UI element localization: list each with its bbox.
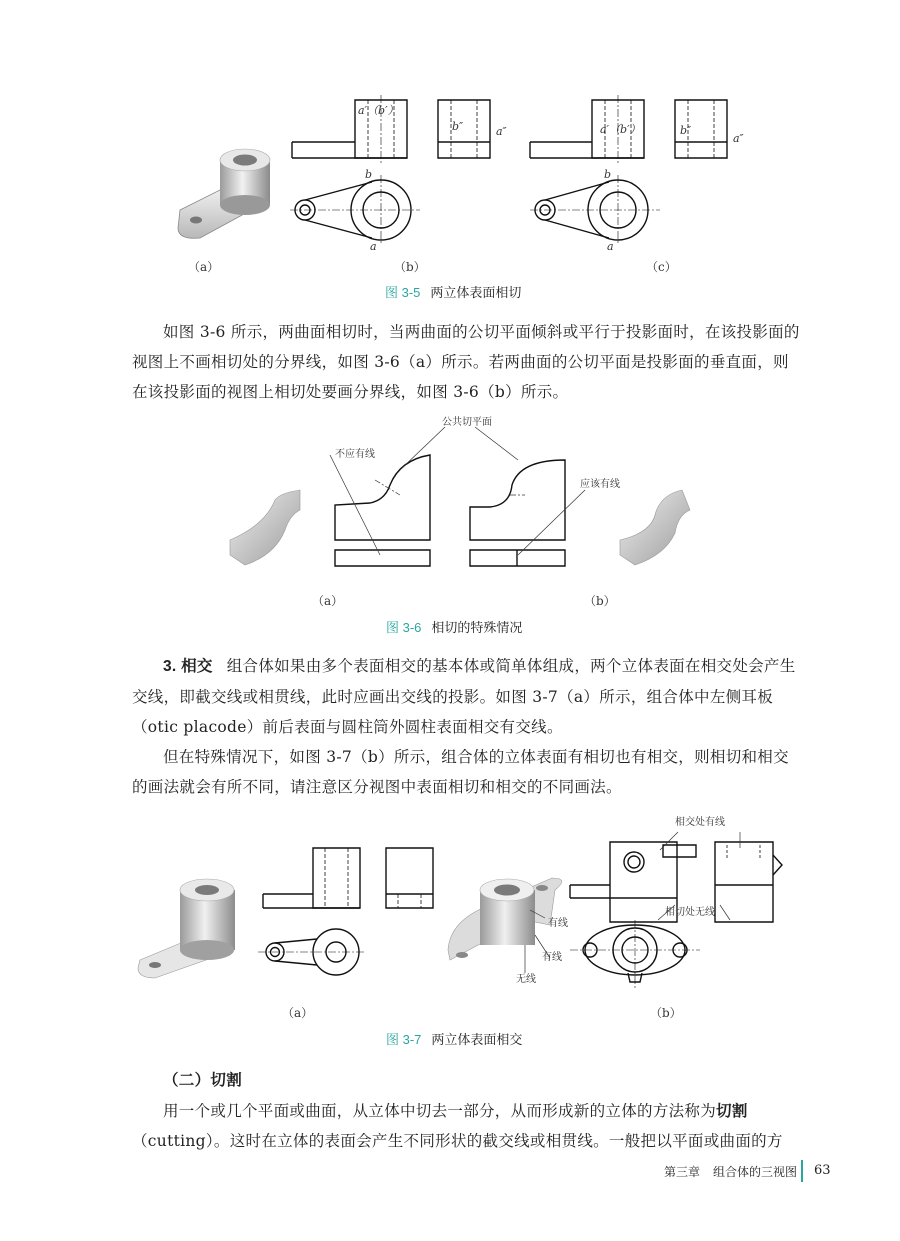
fig35-c-label-a: a: [607, 240, 614, 253]
fig35-caption-number: 图 3-5: [385, 285, 421, 300]
fig36-callout-should-line: 应该有线: [580, 479, 620, 490]
fig35-b-label-b: b: [365, 168, 373, 181]
fig36-b-views: [470, 460, 565, 566]
fig36-label-b: （b）: [584, 594, 616, 608]
fig35-caption-text: 两立体表面相切: [430, 285, 522, 300]
fig36-a-solid: [230, 490, 300, 565]
fig37-callout-noline: 无线: [516, 974, 536, 985]
fig35-b-label-a: a: [370, 240, 377, 253]
fig37-label-b: （b）: [650, 1006, 682, 1020]
fig37-callout-line-2: 有线: [542, 952, 562, 963]
fig37-callout-tangent-noline: 相切处无线: [665, 907, 715, 918]
footer-chapter: 第三章: [664, 1165, 701, 1179]
figure-3-5: [160, 90, 780, 260]
fig36-a-views: [335, 455, 430, 566]
fig35-label-a: （a）: [188, 260, 220, 274]
fig35-c-views: [530, 95, 727, 245]
paragraph-3-text: 但在特殊情况下，如图 3-7（b）所示，组合体的立体表面有相切也有相交，则相切和相交的画法就会有所不同，请注意区分视图中表面相切和相交的不同画法。: [132, 748, 789, 796]
fig37-caption: [386, 1029, 522, 1048]
section-paragraph: [132, 1096, 800, 1156]
page-number: 63: [814, 1163, 831, 1178]
fig37-a-views: [258, 848, 433, 975]
fig35-b-label-b2: b″: [452, 120, 464, 133]
footer-title: 组合体的三视图: [713, 1165, 798, 1179]
paragraph-2: [132, 651, 800, 802]
fig35-b-label-a2: a″: [496, 125, 507, 138]
paragraph-2-text: 组合体如果由多个表面相交的基本体或简单体组成，两个立体表面在相交处会产生交线，即截交线或相贯线，此时应画出交线的投影。如图 3-7（a）所示，组合体中左侧耳板（otic placode）前后表面与圆柱筒外圆柱表面相交有交线。: [132, 657, 796, 736]
section-cutting: [132, 1066, 800, 1156]
fig37-b-solid: [448, 878, 562, 960]
fig35-c-label-ab1: a′（b′）: [600, 123, 641, 136]
fig35-label-b: （b）: [394, 260, 426, 274]
fig35-a-solid: [178, 149, 270, 238]
fig35-c-label-a2: a″: [733, 132, 744, 145]
fig37-callout-intersect-line: 相交处有线: [675, 817, 725, 828]
fig37-callout-line-1: 有线: [548, 918, 568, 929]
paragraph-1: [132, 317, 800, 407]
fig37-a-solid: [138, 879, 235, 978]
fig37-caption-text: 两立体表面相交: [431, 1032, 523, 1047]
fig35-label-c: （c）: [646, 260, 677, 274]
fig35-c-label-b: b: [604, 168, 612, 181]
fig36-b-solid: [620, 490, 690, 565]
fig35-caption: [385, 282, 521, 301]
fig35-b-views: [290, 95, 490, 245]
fig36-label-a: （a）: [312, 594, 344, 608]
fig36-leaders: [330, 427, 585, 555]
paragraph-1-text: 如图 3-6 所示，两曲面相切时，当两曲面的公切平面倾斜或平行于投影面时，在该投影面的视图上不画相切处的分界线，如图 3-6（a）所示。若两曲面的公切平面是投影面的垂直面，则在该投影面的视图上相切处要画分界线，如图 3-6（b）所示。: [132, 323, 800, 401]
section-term: 切割: [716, 1101, 748, 1120]
paragraph-2-body: [132, 651, 800, 742]
figure-3-7: [130, 810, 790, 1005]
fig36-callout-tangent-plane: 公共切平面: [442, 417, 492, 428]
footer-divider: [801, 1160, 803, 1182]
fig36-caption-text: 相切的特殊情况: [431, 620, 523, 635]
fig37-label-a: （a）: [282, 1006, 314, 1020]
fig36-caption-number: 图 3-6: [386, 620, 422, 635]
figure-3-6: [220, 415, 700, 590]
section-heading: （二）切割: [163, 1072, 243, 1089]
fig36-caption: [386, 617, 522, 636]
intersect-heading: 3. 相交: [163, 658, 213, 675]
section-text-before: 用一个或几个平面或曲面，从立体中切去一部分，从而形成新的立体的方法称为: [163, 1102, 717, 1120]
section-text-after: （cutting）。这时在立体的表面会产生不同形状的截交线或相贯线。一般把以平面或曲面的方: [132, 1132, 783, 1150]
fig36-callout-no-line: 不应有线: [335, 449, 375, 460]
fig35-c-label-b2: b″: [680, 124, 692, 137]
fig37-caption-number: 图 3-7: [386, 1032, 422, 1047]
fig35-b-label-ab1: a′（b′）: [358, 104, 399, 117]
